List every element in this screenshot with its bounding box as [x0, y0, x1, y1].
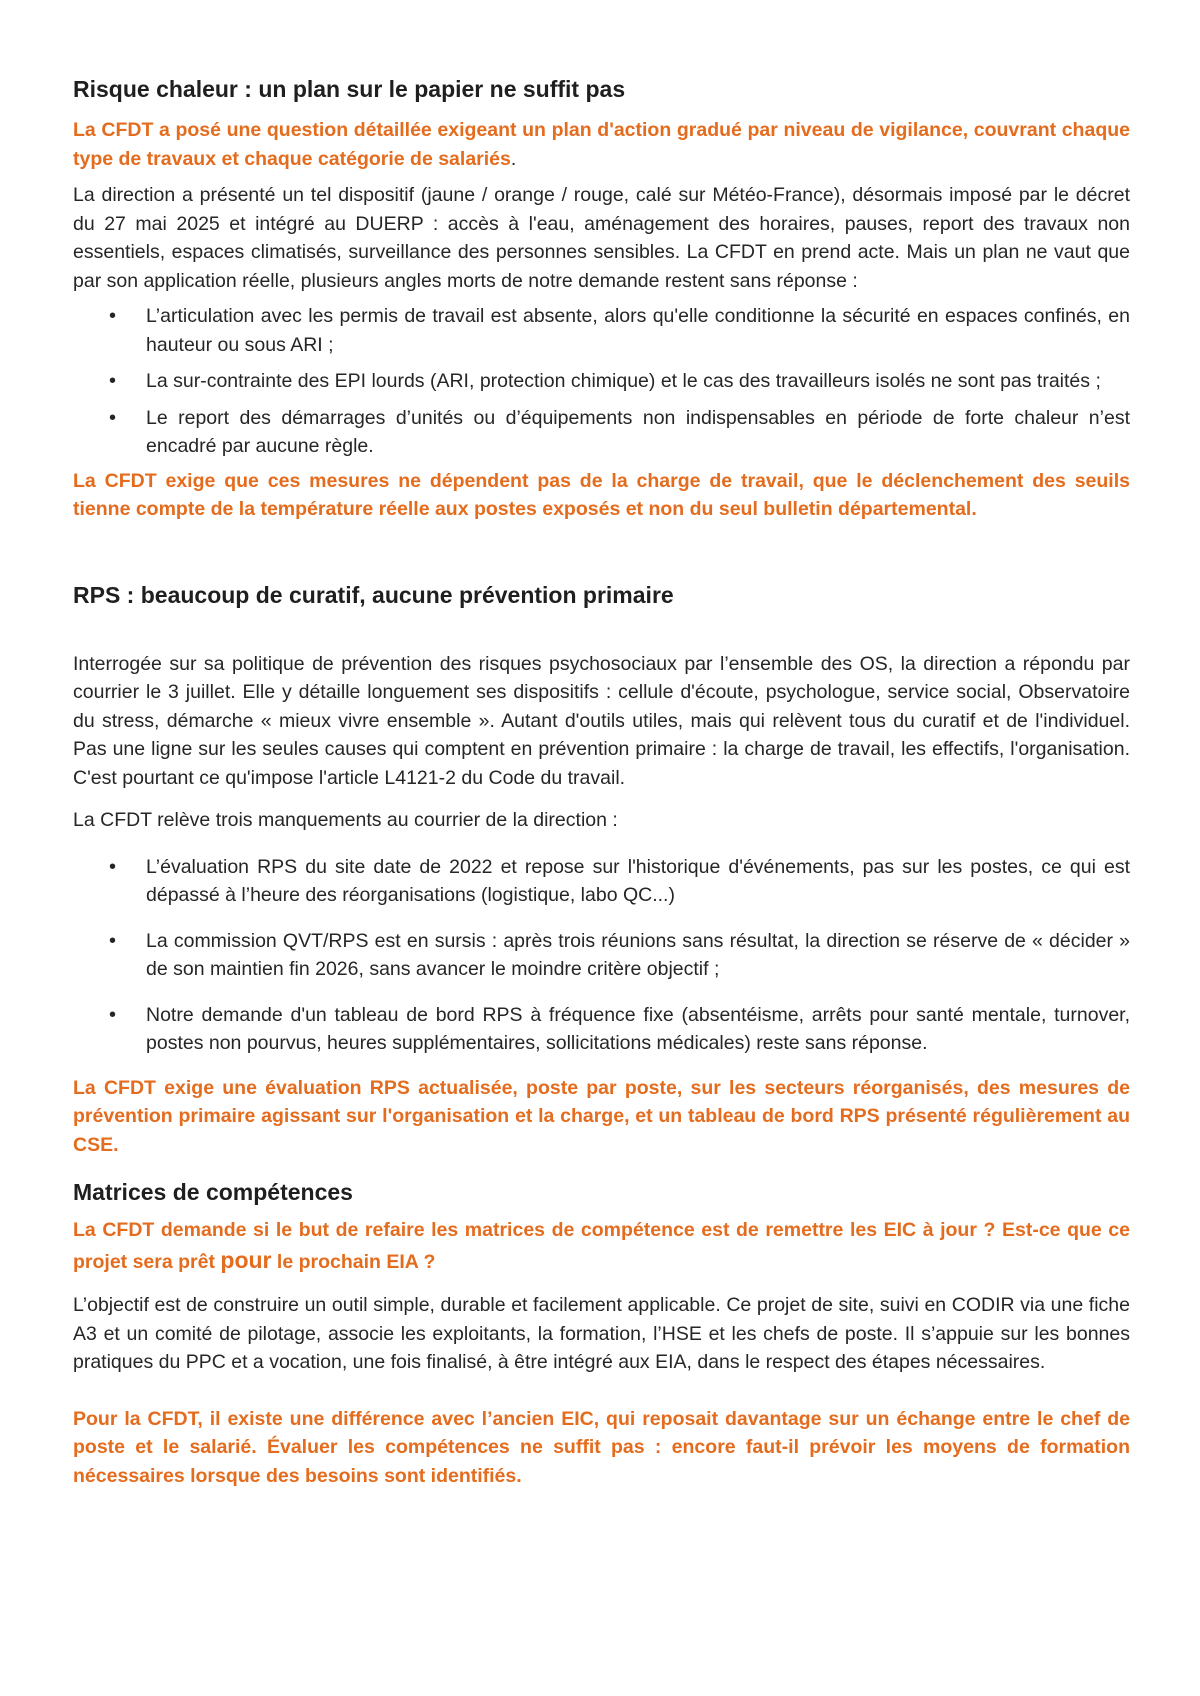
heat-bullet-list — [73, 302, 1130, 461]
matrices-question-word: pour — [220, 1247, 272, 1273]
list-item: • Notre demande d'un tableau de bord RPS à fréquence fixe (absentéisme, arrêts pour santé mentale, turnover, postes non pourvus, heures supplémentaires, sollicitations médicales) reste sans réponse. — [73, 1001, 1130, 1058]
matrices-conclusion: Pour la CFDT, il existe une différence avec l’ancien EIC, qui reposait davantage sur un échange entre le chef de poste et le salarié. Évaluer les compétences ne suffit pas : encore faut-il prévoir les moyens de formation nécessaires lorsque des besoins sont identifiés. — [73, 1407, 1130, 1487]
list-item: • L’articulation avec les permis de travail est absente, alors qu'elle conditionne la sécurité en espaces confinés, en hauteur ou sous ARI ; — [73, 302, 1130, 359]
heat-intro — [73, 116, 1130, 173]
heat-intro-end: . — [510, 147, 517, 170]
rps-bullet-list — [73, 853, 1130, 1058]
heat-body: La direction a présenté un tel dispositif (jaune / orange / rouge, calé sur Météo-France), désormais imposé par le décret du 27 mai 2025 et intégré au DUERP : accès à l'eau, aménagement des horaires, pauses, report des travaux non essentiels, espaces climatisés, surveillance des personnes sensibles. La CFDT en prend acte. Mais un plan ne vaut que par son application réelle, plusieurs angles morts de notre demande restent sans réponse : — [73, 184, 1130, 292]
matrices-section-title: Matrices de compétences — [73, 1179, 353, 1205]
heat-intro-highlight: La CFDT a posé une question détaillée exigeant un plan d'action gradué par niveau de vigilance, couvrant chaque type de travaux et chaque catégorie de salariés — [73, 119, 1130, 170]
matrices-question-start: La CFDT demande si le but de refaire les matrices de compétence est de remettre les EIC à jour ? Est-ce que ce projet sera prêt — [73, 1219, 1130, 1273]
heat-section-title: Risque chaleur : un plan sur le papier ne suffit pas — [73, 76, 626, 102]
matrices-question — [73, 1215, 1130, 1277]
list-item: • La sur-contrainte des EPI lourds (ARI, protection chimique) et le cas des travailleurs isolés ne sont pas traités ; — [73, 367, 1130, 396]
matrices-question-end: le prochain EIA ? — [271, 1251, 436, 1273]
list-item: • La commission QVT/RPS est en sursis : après trois réunions sans résultat, la direction se réserve de « décider » de son maintien fin 2026, sans avancer le moindre critère objectif ; — [73, 927, 1130, 984]
list-item: • L’évaluation RPS du site date de 2022 et repose sur l'historique d'événements, pas sur les postes, ce qui est dépassé à l’heure des réorganisations (logistique, labo QC...) — [73, 853, 1130, 910]
rps-section-title: RPS : beaucoup de curatif, aucune prévention primaire — [73, 581, 674, 608]
matrices-body: L’objectif est de construire un outil simple, durable et facilement applicable. Ce projet de site, suivi en CODIR via une fiche A3 et un comité de pilotage, associe les exploitants, la formation, l’HSE et les chefs de poste. Il s’appuie sur les bonnes pratiques du PPC et a vocation, une fois finalisé, à être intégré aux EIA, dans le respect des étapes nécessaires. — [73, 1294, 1130, 1373]
heat-conclusion: La CFDT exige que ces mesures ne dépendent pas de la charge de travail, que le déclenchement des seuils tienne compte de la température réelle aux postes exposés et non du seul bulletin départemental. — [73, 469, 1130, 520]
rps-conclusion: La CFDT exige une évaluation RPS actualisée, poste par poste, sur les secteurs réorganisés, des mesures de prévention primaire agissant sur l'organisation et la charge, et un tableau de bord RPS présenté régulièrement au CSE. — [73, 1076, 1130, 1156]
rps-body: Interrogée sur sa politique de prévention des risques psychosociaux par l’ensemble des OS, la direction a répondu par courrier le 3 juillet. Elle y détaille longuement ses dispositifs : cellule d'écoute, psychologue, service social, Observatoire du stress, démarche « mieux vivre ensemble ». Autant d'outils utiles, mais qui relèvent tous du curatif et de l'individuel. Pas une ligne sur les seules causes qui comptent en prévention primaire : la charge de travail, les effectifs, l'organisation. C'est pourtant ce qu'impose l'article L4121-2 du Code du travail. — [73, 652, 1130, 789]
rps-lead: La CFDT relève trois manquements au courrier de la direction : — [73, 809, 618, 831]
list-item: • Le report des démarrages d’unités ou d’équipements non indispensables en période de forte chaleur n’est encadré par aucune règle. — [73, 404, 1130, 461]
